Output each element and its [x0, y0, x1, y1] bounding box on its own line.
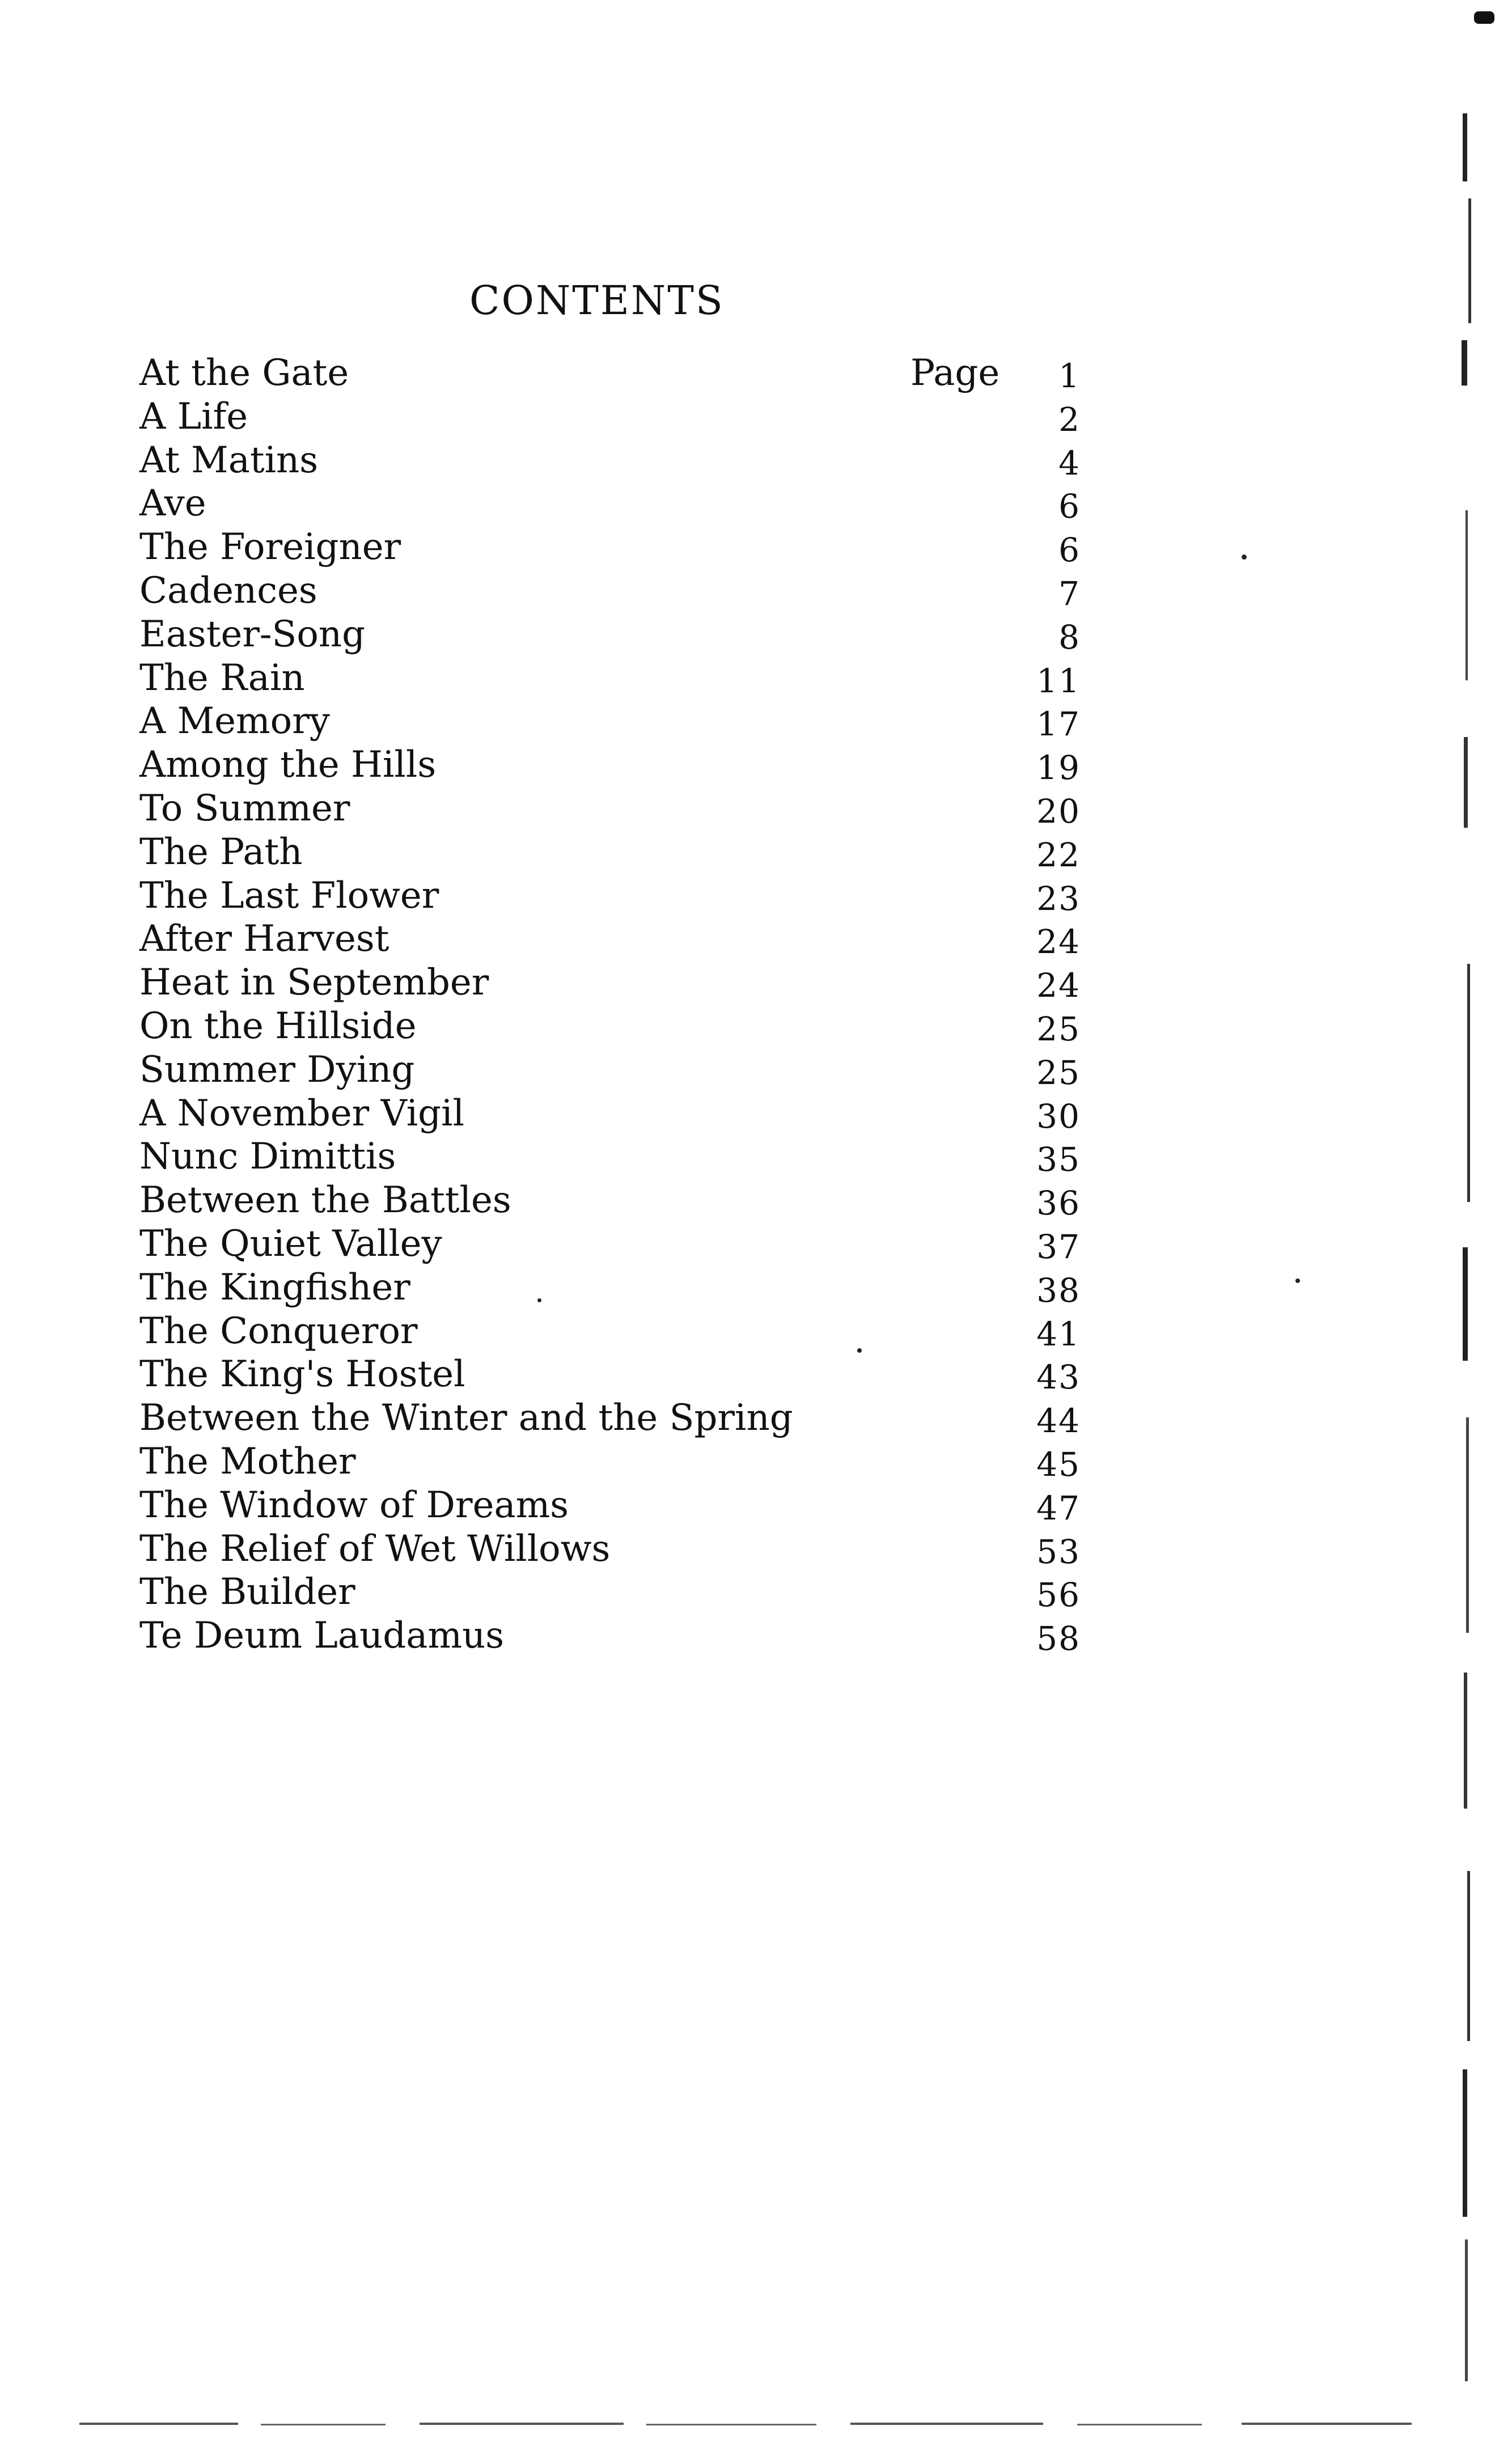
toc-entry: [139, 1396, 1081, 1440]
toc-entry: [139, 439, 1081, 482]
toc-entry: [139, 1135, 1081, 1179]
scan-speck: [857, 1348, 862, 1353]
toc-entry-page: 19: [1036, 748, 1081, 788]
toc-entry-page: 25: [1036, 1053, 1081, 1092]
toc-entry: [139, 657, 1081, 700]
toc-entry-title: A November Vigil: [139, 1092, 465, 1134]
page-column-label: Page: [910, 352, 1000, 394]
toc-entry: [139, 700, 1081, 743]
toc-entry-title: The Quiet Valley: [139, 1222, 442, 1265]
toc-entry-page: 24: [1036, 922, 1081, 962]
page-title: CONTENTS: [469, 277, 725, 324]
toc-entry-page: 47: [1036, 1488, 1081, 1527]
toc-entry-page: 7: [1058, 574, 1081, 613]
toc-entry: [139, 613, 1081, 657]
toc-entry: [139, 526, 1081, 569]
toc-entry: [139, 1179, 1081, 1222]
toc-entry-page: 25: [1036, 1009, 1081, 1048]
toc-entry: [139, 874, 1081, 918]
toc-entry-title: The Rain: [139, 657, 305, 699]
toc-entry: [139, 1614, 1081, 1658]
toc-entry-page: 24: [1036, 966, 1081, 1005]
toc-entry: [139, 569, 1081, 613]
toc-entry-page: 23: [1036, 879, 1081, 918]
toc-entry: [139, 831, 1081, 874]
toc-entry-page: 1: [1058, 357, 1081, 395]
scan-edge-noise: [1451, 0, 1512, 2447]
toc-entry-title: The Mother: [139, 1440, 356, 1483]
toc-entry-title: Ave: [139, 482, 206, 525]
toc-entry-page: 6: [1058, 487, 1081, 526]
toc-entry-page: 6: [1058, 531, 1081, 570]
toc-entry-page: 37: [1036, 1227, 1081, 1266]
toc-entry-page: 41: [1036, 1314, 1081, 1353]
toc-entry: [139, 1570, 1081, 1614]
toc-entry-page: 56: [1036, 1576, 1081, 1615]
toc-entry: [139, 1266, 1081, 1310]
toc-entry-title: Te Deum Laudamus: [139, 1615, 505, 1657]
toc-entry: [139, 1005, 1081, 1048]
toc-entry-title: Between the Battles: [139, 1179, 511, 1222]
toc-entry: [139, 1222, 1081, 1266]
toc-entry: [139, 1048, 1081, 1092]
toc-entry-title: Heat in September: [139, 962, 489, 1004]
toc-entry-title: Cadences: [139, 569, 317, 612]
toc-entry-page: 8: [1058, 617, 1081, 657]
toc-entry-title: The Relief of Wet Willows: [139, 1527, 611, 1570]
toc-entry-title: Summer Dying: [139, 1048, 415, 1091]
toc-entry-page: 20: [1036, 791, 1081, 831]
toc-entry-title: At the Gate: [139, 352, 349, 394]
toc-entry-title: The Path: [139, 831, 303, 873]
toc-entry-page: 35: [1036, 1140, 1081, 1179]
toc-entry-title: The Kingfisher: [139, 1266, 410, 1309]
toc-entry-title: The Window of Dreams: [139, 1484, 569, 1526]
toc-entry-page: 43: [1036, 1358, 1081, 1397]
toc-entry: [139, 352, 1081, 395]
scan-speck: [1242, 554, 1247, 560]
toc-entry: [139, 482, 1081, 526]
toc-entry-title: A Life: [139, 395, 248, 438]
toc-entry: [139, 395, 1081, 439]
toc-entry-page: 53: [1036, 1532, 1081, 1571]
toc-entry-title: A Memory: [139, 700, 330, 743]
toc-entry-title: The Builder: [139, 1571, 355, 1614]
toc-entry-page: 2: [1058, 400, 1081, 439]
toc-entry-title: Nunc Dimittis: [139, 1136, 396, 1178]
toc-entry-title: Among the Hills: [139, 744, 437, 786]
toc-entry-title: Between the Winter and the Spring: [139, 1397, 793, 1440]
toc-entry-title: To Summer: [139, 787, 350, 829]
toc-entry-page: 22: [1036, 835, 1081, 874]
toc-entry-title: On the Hillside: [139, 1005, 417, 1047]
toc-entry-title: The King's Hostel: [139, 1353, 465, 1396]
toc-entry: [139, 787, 1081, 831]
scan-bottom-noise: [79, 2412, 1497, 2435]
toc-entry: [139, 1440, 1081, 1484]
toc-entry-page: 30: [1036, 1097, 1081, 1136]
toc-entry-page: 17: [1036, 705, 1081, 744]
toc-entry-page: 45: [1036, 1445, 1081, 1484]
toc-entry: [139, 743, 1081, 787]
toc-entry-page: 4: [1058, 443, 1081, 482]
toc-entry-page: 11: [1036, 661, 1081, 700]
toc-entry-title: Easter-Song: [139, 613, 366, 655]
toc-entry-title: The Last Flower: [139, 874, 439, 917]
toc-entry-title: The Conqueror: [139, 1310, 418, 1352]
toc-entry: [139, 961, 1081, 1005]
toc-entry: [139, 1092, 1081, 1136]
toc-entry: [139, 1310, 1081, 1353]
toc-entry: [139, 1353, 1081, 1396]
toc-entry-page: 44: [1036, 1402, 1081, 1441]
toc-entry-title: The Foreigner: [139, 526, 401, 569]
toc-entry: [139, 1527, 1081, 1571]
scan-speck: [1295, 1278, 1300, 1283]
scan-speck: [537, 1298, 541, 1302]
toc-entry-title: At Matins: [139, 439, 319, 481]
toc-entry-page: 36: [1036, 1184, 1081, 1223]
table-of-contents: [139, 352, 1081, 1658]
toc-entry: [139, 1484, 1081, 1527]
toc-entry-page: 58: [1036, 1619, 1081, 1658]
toc-entry: [139, 917, 1081, 961]
toc-entry-title: After Harvest: [139, 918, 389, 960]
toc-entry-page: 38: [1036, 1271, 1081, 1310]
